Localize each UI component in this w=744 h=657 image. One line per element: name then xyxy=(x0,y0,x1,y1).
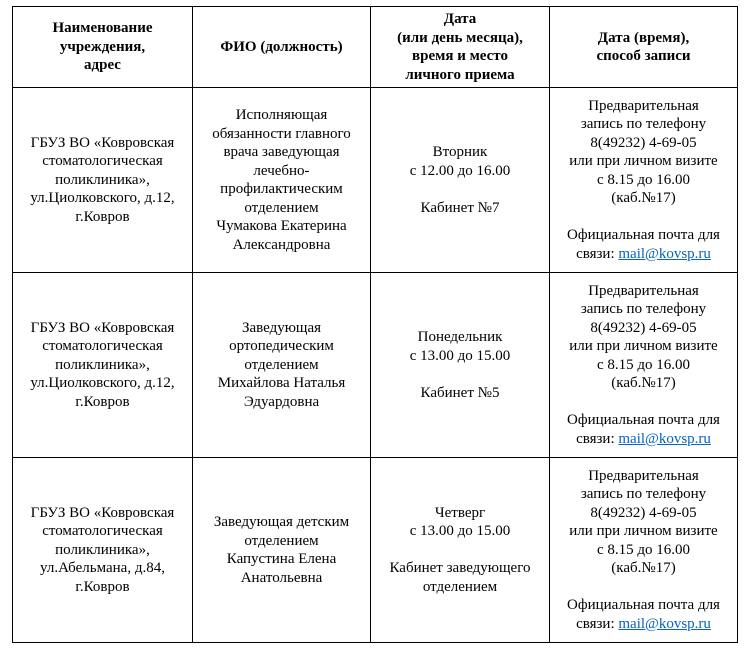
header-line: способ записи xyxy=(596,48,691,64)
institution-line: г.Ковров xyxy=(75,208,130,225)
booking-cell xyxy=(550,88,738,273)
person-line: отделением xyxy=(244,532,319,549)
booking-line: (каб.№17) xyxy=(611,560,676,577)
institution-line: ул.Циолковского, д.12, xyxy=(30,190,175,207)
table-row xyxy=(13,458,738,643)
booking-line: 8(49232) 4-69-05 xyxy=(590,504,697,521)
institution-line: поликлиника», xyxy=(55,541,150,558)
booking-line: с 8.15 до 16.00 xyxy=(596,171,691,188)
schedule-line: с 13.00 до 15.00 xyxy=(409,347,511,364)
room-line: Кабинет №5 xyxy=(420,384,500,401)
person-cell xyxy=(193,273,371,458)
email-line xyxy=(556,615,731,634)
booking-line: или при личном визите xyxy=(569,338,718,355)
booking-line: Предварительная xyxy=(588,282,699,299)
person-line: отделением xyxy=(244,199,319,216)
header-line: учреждения, xyxy=(59,38,146,55)
header-line: ФИО (должность) xyxy=(220,38,343,55)
institution-line: ГБУЗ ВО «Ковровская xyxy=(30,319,175,336)
person-line: Эдуардовна xyxy=(243,393,320,410)
booking-line: или при личном визите xyxy=(569,523,718,540)
person-line: профилактическим xyxy=(220,181,343,197)
person-cell xyxy=(193,88,371,273)
spacer xyxy=(377,365,543,384)
person-line: Заведующая детским xyxy=(213,514,350,530)
person-line: Заведующая xyxy=(241,319,322,336)
email-label: Официальная почта для xyxy=(567,597,720,614)
email-label: Официальная почта для xyxy=(567,227,720,244)
institution-line: стоматологическая xyxy=(42,153,163,170)
person-line: Анатольевна xyxy=(240,569,323,586)
header-line: Дата (время), xyxy=(597,29,690,46)
booking-line: (каб.№17) xyxy=(611,375,676,392)
person-line: лечебно- xyxy=(253,162,310,179)
header-line: личного приема xyxy=(405,66,515,83)
schedule-line: Четверг xyxy=(434,504,486,521)
spacer xyxy=(556,393,731,412)
institution-line: поликлиника», xyxy=(55,171,150,188)
email-label: Официальная почта для xyxy=(567,412,720,429)
institution-line: ул.Циолковского, д.12, xyxy=(30,375,175,392)
room-line: Кабинет заведующего xyxy=(389,560,531,577)
booking-line: 8(49232) 4-69-05 xyxy=(590,134,697,151)
header-row xyxy=(13,7,738,88)
email-link[interactable]: mail@kovsp.ru xyxy=(618,245,711,262)
email-link[interactable]: mail@kovsp.ru xyxy=(618,615,711,632)
person-line: Михайлова Наталья xyxy=(217,375,346,392)
header-institution xyxy=(13,7,193,88)
institution-cell xyxy=(13,88,193,273)
room-line: отделением xyxy=(422,578,498,595)
header-line: адрес xyxy=(84,57,121,74)
header-line: Наименование xyxy=(52,20,153,37)
email-prefix: связи: xyxy=(576,245,619,262)
schedule-cell xyxy=(371,273,550,458)
email-line xyxy=(556,430,731,449)
schedule-line: Вторник xyxy=(432,144,488,160)
schedule-line: с 13.00 до 15.00 xyxy=(409,523,511,540)
institution-line: поликлиника», xyxy=(55,356,150,373)
institution-cell xyxy=(13,273,193,458)
reception-schedule-table xyxy=(12,6,738,643)
institution-cell xyxy=(13,458,193,643)
spacer xyxy=(377,541,543,560)
person-line: отделением xyxy=(244,356,319,373)
header-line: (или день месяца), xyxy=(397,29,523,46)
schedule-cell xyxy=(371,88,550,273)
booking-cell xyxy=(550,458,738,643)
person-line: Александровна xyxy=(232,236,331,253)
booking-line: 8(49232) 4-69-05 xyxy=(590,319,697,336)
institution-line: ул.Абельмана, д.84, xyxy=(40,560,165,577)
booking-line: или при личном визите xyxy=(569,153,718,170)
header-booking xyxy=(550,7,738,88)
email-line xyxy=(556,245,731,264)
header-schedule xyxy=(371,7,550,88)
booking-cell xyxy=(550,273,738,458)
institution-line: г.Ковров xyxy=(75,578,130,595)
header-person xyxy=(193,7,371,88)
booking-line: запись по телефону xyxy=(580,116,707,133)
spacer xyxy=(556,578,731,597)
booking-line: (каб.№17) xyxy=(611,190,676,207)
room-line: Кабинет №7 xyxy=(420,199,500,216)
person-line: ортопедическим xyxy=(229,338,334,355)
email-prefix: связи: xyxy=(576,430,619,447)
spacer xyxy=(556,208,731,227)
person-line: обязанности главного xyxy=(212,125,351,142)
schedule-cell xyxy=(371,458,550,643)
institution-line: стоматологическая xyxy=(42,338,163,355)
institution-line: стоматологическая xyxy=(42,523,163,540)
institution-line: г.Ковров xyxy=(75,393,130,410)
institution-line: ГБУЗ ВО «Ковровская xyxy=(30,504,175,521)
person-line: Чумакова Екатерина xyxy=(216,218,347,234)
person-line: Капустина Елена xyxy=(226,551,337,567)
table-row xyxy=(13,273,738,458)
person-line: Исполняющая xyxy=(235,107,328,123)
email-prefix: связи: xyxy=(576,615,619,632)
table-row xyxy=(13,88,738,273)
booking-line: запись по телефону xyxy=(580,486,707,503)
booking-line: с 8.15 до 16.00 xyxy=(596,356,691,373)
booking-line: Предварительная xyxy=(588,97,699,114)
schedule-line: Понедельник xyxy=(417,329,503,345)
schedule-line: с 12.00 до 16.00 xyxy=(409,162,511,179)
spacer xyxy=(377,180,543,199)
header-line: время и место xyxy=(412,48,508,64)
booking-line: с 8.15 до 16.00 xyxy=(596,541,691,558)
person-cell xyxy=(193,458,371,643)
header-line: Дата xyxy=(443,11,477,27)
institution-line: ГБУЗ ВО «Ковровская xyxy=(30,134,175,151)
booking-line: запись по телефону xyxy=(580,301,707,318)
booking-line: Предварительная xyxy=(588,467,699,484)
email-link[interactable]: mail@kovsp.ru xyxy=(618,430,711,447)
person-line: врача заведующая xyxy=(223,144,340,160)
